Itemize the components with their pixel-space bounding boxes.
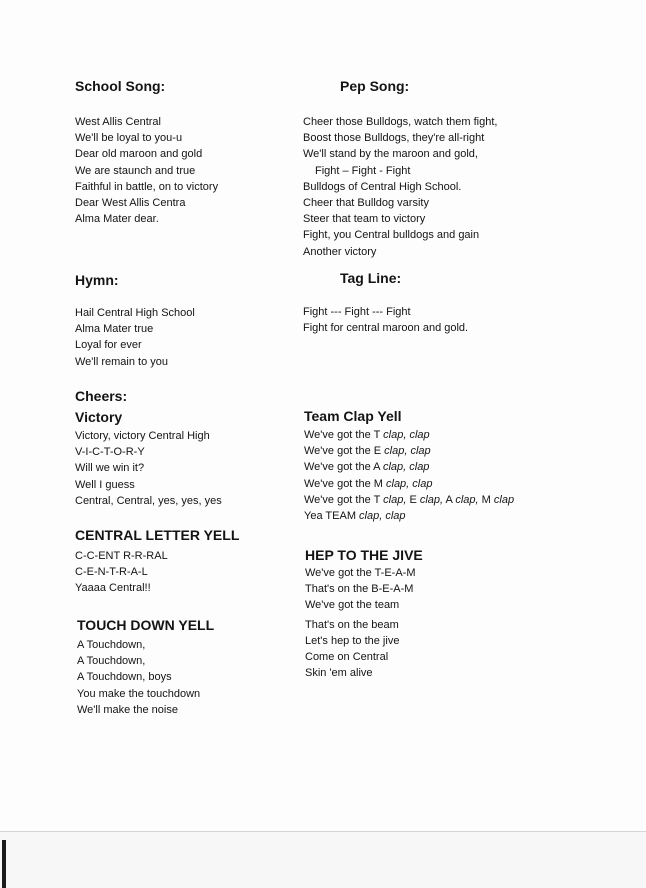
hymn-heading: Hymn: <box>75 272 119 288</box>
hep-to-the-jive-lyrics <box>305 565 423 681</box>
pep-song-section <box>303 77 497 260</box>
team-clap-yell-lyrics <box>304 427 514 524</box>
touch-down-yell-section <box>77 616 214 718</box>
school-song-heading: School Song: <box>75 78 166 94</box>
lyric-line: Well I guess <box>75 478 135 491</box>
lyric-line: We've got the T clap, E clap, A clap, M clap <box>304 493 515 506</box>
lyric-line: Dear West Allis Centra <box>75 196 186 209</box>
central-letter-yell-section <box>75 526 239 597</box>
cheers-heading: Cheers: <box>75 388 128 404</box>
central-letter-yell-title: CENTRAL LETTER YELL <box>75 527 240 543</box>
lyric-line: We'll stand by the maroon and gold, <box>303 148 478 161</box>
lyric-line: We'll be loyal to you-u <box>75 132 183 145</box>
lyric-line: Another victory <box>303 245 377 258</box>
victory-cheer-title: Victory <box>75 409 123 425</box>
lyric-line: Fight for central maroon and gold. <box>303 322 469 335</box>
tag-line-lyrics <box>303 304 468 336</box>
hep-to-the-jive-title: HEP TO THE JIVE <box>305 547 423 563</box>
lyric-line: Dear old maroon and gold <box>75 148 203 161</box>
lyric-line: Alma Mater dear. <box>75 213 159 226</box>
cheers-section <box>75 387 222 509</box>
lyric-line: We've got the T clap, clap <box>304 429 430 441</box>
lyric-line: Cheer those Bulldogs, watch them fight, <box>303 116 498 128</box>
lyric-line: West Allis Central <box>75 116 161 128</box>
victory-cheer-lyrics <box>75 428 222 509</box>
lyric-line: That's on the B-E-A-M <box>305 583 414 596</box>
lyric-line: Come on Central <box>305 650 389 663</box>
lyric-line: You make the touchdown <box>77 687 201 700</box>
school-song-section <box>75 77 218 227</box>
lyric-line: We'll remain to you <box>75 355 168 368</box>
lyric-line: Faithful in battle, on to victory <box>75 180 219 193</box>
lyric-line: Bulldogs of Central High School. <box>303 180 462 193</box>
lyric-line: We've got the T-E-A-M <box>305 567 416 579</box>
pep-song-lyrics <box>303 114 497 260</box>
pep-song-heading: Pep Song: <box>340 78 410 94</box>
lyric-line: We've got the E clap, clap <box>304 445 431 458</box>
lyric-line: Hail Central High School <box>75 307 195 319</box>
lyric-line: That's on the beam <box>305 618 399 631</box>
hep-to-the-jive-section <box>305 546 423 681</box>
lyric-line: Victory, victory Central High <box>75 430 210 442</box>
hymn-lyrics <box>75 305 195 370</box>
tag-line-section <box>303 269 468 336</box>
touch-down-yell-title: TOUCH DOWN YELL <box>77 617 215 633</box>
lyric-line: A Touchdown, <box>77 639 146 651</box>
touch-down-yell-lyrics <box>77 637 214 718</box>
school-song-lyrics <box>75 114 218 227</box>
lyric-line: Let's hep to the jive <box>305 634 400 647</box>
team-clap-yell-section <box>304 407 514 524</box>
hymn-section <box>75 271 195 370</box>
lyric-line: Cheer that Bulldog varsity <box>303 196 429 209</box>
lyric-line: Fight – Fight - Fight <box>315 164 411 177</box>
lyric-line: Fight, you Central bulldogs and gain <box>303 229 480 242</box>
scan-edge-mark <box>2 840 6 888</box>
lyric-line: We've got the A clap, clap <box>304 461 430 474</box>
lyric-line: Central, Central, yes, yes, yes <box>75 494 222 507</box>
central-letter-yell-lyrics <box>75 548 239 597</box>
lyric-line: We've got the M clap, clap <box>304 477 433 490</box>
lyric-line: Will we win it? <box>75 462 145 475</box>
lyric-line: V-I-C-T-O-R-Y <box>75 446 145 459</box>
tag-line-heading: Tag Line: <box>340 270 402 286</box>
lyric-line: C-C-ENT R-R-RAL <box>75 550 168 562</box>
lyric-line: Alma Mater true <box>75 323 154 336</box>
lyric-line: C-E-N-T-R-A-L <box>75 566 148 579</box>
lyric-line: Loyal for ever <box>75 339 142 352</box>
lyric-line: A Touchdown, boys <box>77 671 172 684</box>
lyric-line: Boost those Bulldogs, they're all-right <box>303 132 485 145</box>
lyric-line: Skin 'em alive <box>305 667 373 680</box>
scan-bottom-margin <box>0 831 646 888</box>
lyric-line: We'll make the noise <box>77 703 178 716</box>
lyric-line: We've got the team <box>305 599 400 612</box>
team-clap-yell-title: Team Clap Yell <box>304 408 402 424</box>
lyric-line: Yea TEAM clap, clap <box>304 509 406 522</box>
lyric-line: Yaaaa Central!! <box>75 582 151 595</box>
lyric-line: We are staunch and true <box>75 164 196 177</box>
lyric-line: A Touchdown, <box>77 655 146 668</box>
lyric-line: Fight --- Fight --- Fight <box>303 306 411 318</box>
lyric-line: Steer that team to victory <box>303 213 426 226</box>
